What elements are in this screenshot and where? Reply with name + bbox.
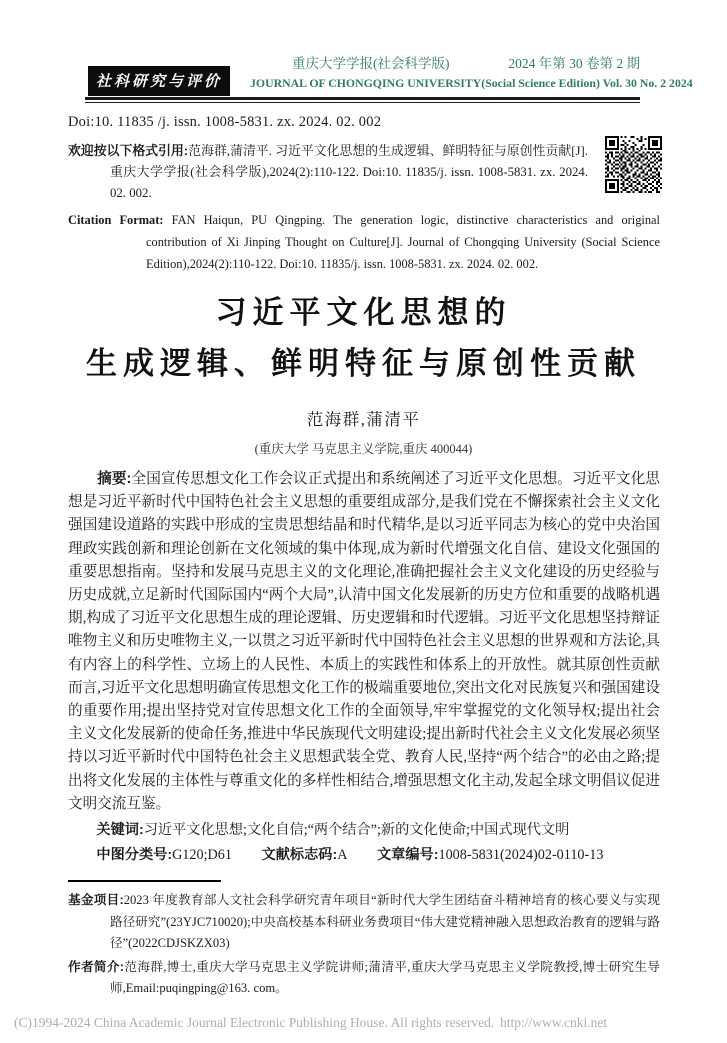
keywords-label: 关键词:	[96, 822, 144, 839]
doc-code-label: 文献标志码:	[261, 847, 338, 864]
abstract-text: 全国宣传思想文化工作会议正式提出和系统阐述了习近平文化思想。习近平文化思想是习近平新时代中国特色社会主义思想的重要组成部分,是我们党在不懈探索社会主义文化强国建设道路的实践中形成的宝贵思想结晶和时代精华,是以习近平同志为核心的党中央治国理政实践创新和理论创新在文化领域的集中体现,成为新时代增强文化自信、建设文化强国的重要思想指南。坚持和发展马克思主义的文化理论,准确把握社会主义文化建设的历史经验与历史成就,立足新时代国际国内“两个大局”,认清中国文化发展新的历史方位和重要的战略机遇期,构成了习近平文化思想生成的理论逻辑、历史逻辑和时代逻辑。习近平文化思想坚持辩证唯物主义和历史唯物主义,一以贯之习近平新时代中国特色社会主义思想的世界观和方法论,具有内容上的科学性、立场上的人民性、本质上的实践性和体系上的开放性。就其原创性贡献而言,习近平文化思想明确宣传思想文化工作的极端重要地位,突出文化对民族复兴和强国建设的重要作用;提出坚持党对宣传思想文化工作的全面领导,牢牢掌握党的文化领导权;提出社会主义文化发展新的使命任务,推进中华民族现代文明建设;提出新时代社会主义文化发展必须坚持以习近平新时代中国特色社会主义思想武装全党、教育人民,坚持“两个结合”的必由之路;提出将文化发展的主体性与尊重文化的多样性相结合,增强思想文化主动,发起全球文明倡议促进文明交流互鉴。	[68, 471, 660, 812]
authors: 范海群,蒲清平	[306, 410, 421, 429]
cnki-footer	[0, 1015, 727, 1035]
issue-info-cn: 2024 年第 30 卷第 2 期	[508, 56, 640, 71]
abstract-section	[68, 468, 660, 1000]
clc-line	[68, 844, 660, 867]
journal-name-cn: 重庆大学学报(社会科学版)	[292, 56, 450, 71]
article-title-line2: 生成逻辑、鲜明特征与原创性贡献	[86, 346, 641, 381]
copyright-notice: (C)1994-2024 China Academic Journal Electronic Publishing House. All rights reserved.	[14, 1015, 495, 1030]
journal-header	[250, 52, 693, 91]
abstract-label: 摘要:	[97, 471, 132, 487]
footnote-separator	[68, 880, 221, 882]
citation-cn-text: 范海群,蒲清平. 习近平文化思想的生成逻辑、鲜明特征与原创性贡献[J]. 重庆大学学报(社会科学版),2024(2):110-122. Doi:10. 11835/j. issn. 1008-5831. zx. 2024. 02. 002.	[110, 144, 588, 200]
header-rule-thick	[85, 97, 640, 100]
citation-cn-label: 欢迎按以下格式引用:	[68, 143, 189, 158]
article-no-value: 1008-5831(2024)02-0110-13	[438, 847, 604, 864]
article-no-label: 文章编号:	[376, 847, 439, 864]
author-bio-text: 范海群,博士,重庆大学马克思主义学院讲师;蒲清平,重庆大学马克思主义学院教授,博士研究生导师,Email:puqingping@163. com。	[110, 959, 661, 996]
journal-name-en: JOURNAL OF CHONGQING UNIVERSITY(Social Science Edition) Vol. 30 No. 2 2024	[250, 76, 693, 90]
funding-label: 基金项目:	[68, 893, 124, 908]
citation-qr-code	[605, 136, 662, 193]
clc-label: 中图分类号:	[96, 847, 173, 864]
article-title-line1: 习近平文化思想的	[215, 295, 512, 330]
cnki-url-link[interactable]: http://www.cnki.net	[500, 1015, 608, 1030]
abstract-paragraph	[68, 468, 660, 816]
affiliation: (重庆大学 马克思主义学院,重庆 400044)	[254, 442, 473, 456]
doi-line: Doi:10. 11835 /j. issn. 1008-5831. zx. 2024. 02. 002	[68, 114, 382, 130]
author-bio-note	[68, 957, 660, 1000]
citation-en-label: Citation Format:	[68, 213, 164, 227]
funding-note	[68, 890, 660, 955]
keywords-line	[68, 819, 660, 842]
clc-value: G120;D61	[172, 847, 232, 864]
citation-cn	[68, 140, 660, 204]
header-rule-thin	[85, 102, 640, 103]
article-title	[0, 287, 727, 389]
doc-code-value: A	[337, 847, 348, 864]
citation-en	[68, 209, 660, 275]
citation-block	[68, 114, 660, 275]
column-badge: 社科研究与评价	[88, 66, 230, 96]
funding-text: 2023 年度教育部人文社会科学研究青年项目“新时代大学生团结奋斗精神培育的核心要义与实现路径研究”(23YJC710020);中央高校基本科研业务费项目“伟大建党精神融入思想政治教育的逻辑与路径”(2022CDJSKZX03)	[110, 893, 660, 951]
author-bio-label: 作者简介:	[68, 959, 125, 974]
keywords-text: 习近平文化思想;文化自信;“两个结合”;新的文化使命;中国式现代文明	[143, 822, 570, 839]
citation-en-text: FAN Haiqun, PU Qingping. The generation logic, distinctive characteristics and original contribution of Xi Jinping Thought on Culture[J]. Journal of Chongqing University (Social Science Edition),2024(2):110-122. Doi:10. 11835/j. issn. 1008-5831. zx. 2024. 02. 002.	[146, 213, 660, 271]
